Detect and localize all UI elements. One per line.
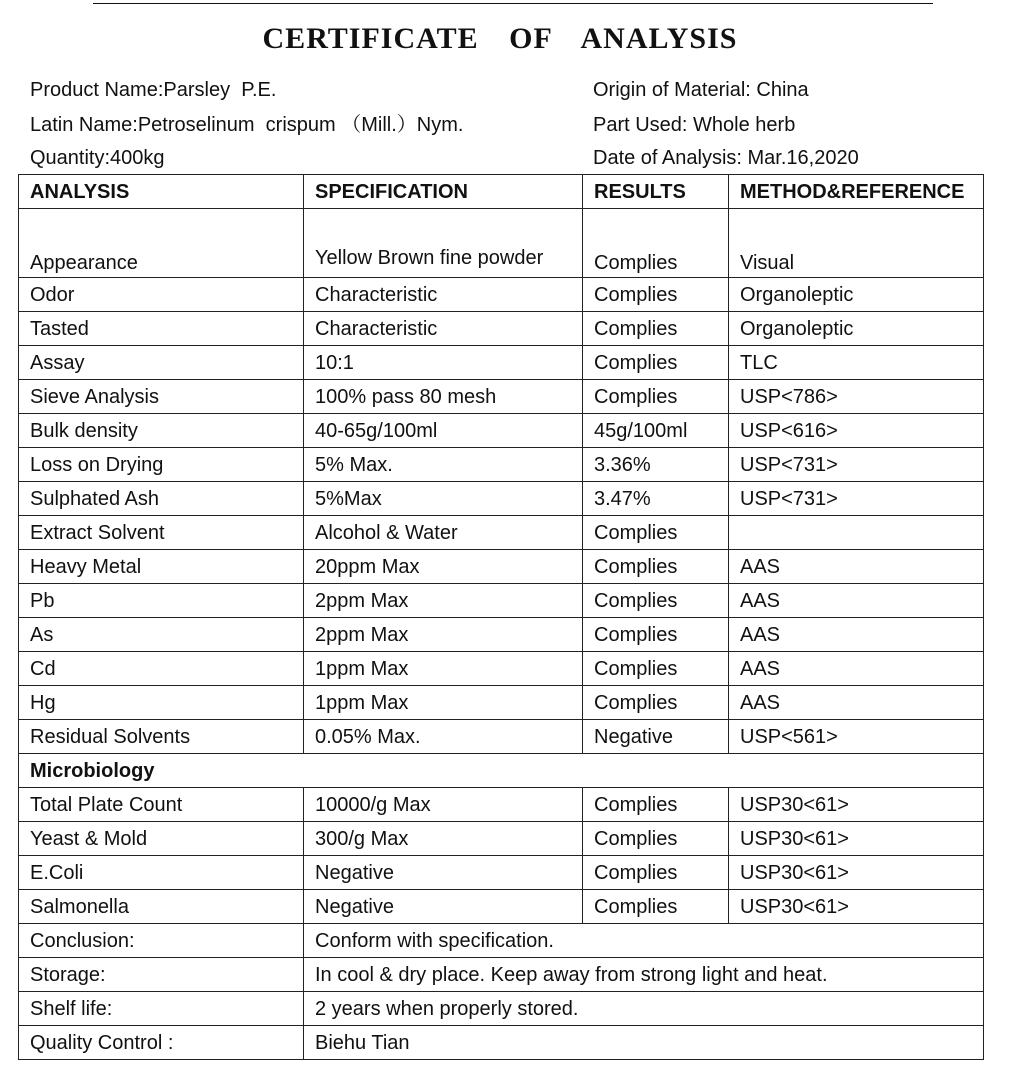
table-row [19,856,984,890]
analysis-cell: E.Coli [19,856,304,890]
analysis-cell: Appearance [19,209,304,278]
result-cell: Complies [583,890,729,924]
analysis-cell: Cd [19,652,304,686]
analysis-cell: Assay [19,346,304,380]
result-cell: Negative [583,720,729,754]
specification-cell: 2ppm Max [304,584,583,618]
table-header-row [19,175,984,209]
microbiology-heading-row [19,754,984,788]
table-row [19,652,984,686]
microbiology-heading: Microbiology [19,754,984,788]
method-cell: USP<731> [729,482,984,516]
footer-label: Storage: [19,958,304,992]
method-cell: AAS [729,686,984,720]
footer-label: Quality Control : [19,1026,304,1060]
specification-cell: 5% Max. [304,448,583,482]
latin-name: Latin Name:Petroselinum crispum （Mill.）Nym. [30,114,464,136]
table-row [19,482,984,516]
analysis-cell: Odor [19,278,304,312]
analysis-cell: Pb [19,584,304,618]
top-rule [93,3,933,4]
analysis-table [18,174,984,1060]
method-cell: USP<616> [729,414,984,448]
method-cell: TLC [729,346,984,380]
result-cell: Complies [583,822,729,856]
header-method: METHOD&REFERENCE [729,175,984,209]
table-row [19,414,984,448]
footer-value: 2 years when properly stored. [304,992,984,1026]
table-row [19,822,984,856]
analysis-cell: Tasted [19,312,304,346]
method-cell: Organoleptic [729,312,984,346]
footer-row [19,1026,984,1060]
result-cell: 3.36% [583,448,729,482]
footer-value: Conform with specification. [304,924,984,958]
method-cell: USP30<61> [729,822,984,856]
table-row [19,380,984,414]
product-name: Product Name:Parsley P.E. [30,79,277,101]
method-cell: Organoleptic [729,278,984,312]
result-cell: Complies [583,856,729,890]
table-row [19,686,984,720]
method-cell: USP30<61> [729,788,984,822]
page-title: CERTIFICATE OF ANALYSIS [262,22,738,55]
analysis-cell: Bulk density [19,414,304,448]
specification-cell: Yellow Brown fine powder [304,209,583,278]
header-analysis: ANALYSIS [19,175,304,209]
result-cell: Complies [583,686,729,720]
result-cell: Complies [583,550,729,584]
specification-cell: 10000/g Max [304,788,583,822]
table-row [19,346,984,380]
specification-cell: Characteristic [304,278,583,312]
result-cell: Complies [583,788,729,822]
table-row [19,720,984,754]
table-row [19,312,984,346]
analysis-cell: Yeast & Mold [19,822,304,856]
result-cell: Complies [583,652,729,686]
footer-value: In cool & dry place. Keep away from strong light and heat. [304,958,984,992]
analysis-cell: Hg [19,686,304,720]
method-cell [729,516,984,550]
result-cell: Complies [583,516,729,550]
method-cell: USP<786> [729,380,984,414]
specification-cell: 10:1 [304,346,583,380]
method-cell: USP30<61> [729,890,984,924]
table-row [19,209,984,278]
footer-label: Shelf life: [19,992,304,1026]
result-cell: Complies [583,209,729,278]
header-result: RESULTS [583,175,729,209]
origin-of-material: Origin of Material: China [593,79,809,101]
result-cell: 45g/100ml [583,414,729,448]
footer-value: Biehu Tian [304,1026,984,1060]
method-cell: AAS [729,584,984,618]
analysis-cell: Loss on Drying [19,448,304,482]
specification-cell: 20ppm Max [304,550,583,584]
specification-cell: 5%Max [304,482,583,516]
specification-cell: 100% pass 80 mesh [304,380,583,414]
analysis-cell: Extract Solvent [19,516,304,550]
result-cell: 3.47% [583,482,729,516]
method-cell: AAS [729,550,984,584]
table-row [19,448,984,482]
specification-cell: 300/g Max [304,822,583,856]
analysis-cell: Total Plate Count [19,788,304,822]
result-cell: Complies [583,346,729,380]
table-row [19,584,984,618]
result-cell: Complies [583,278,729,312]
analysis-cell: Salmonella [19,890,304,924]
specification-cell: Negative [304,890,583,924]
specification-cell: Characteristic [304,312,583,346]
analysis-cell: Sulphated Ash [19,482,304,516]
method-cell: AAS [729,618,984,652]
analysis-cell: Sieve Analysis [19,380,304,414]
result-cell: Complies [583,618,729,652]
table-row [19,516,984,550]
result-cell: Complies [583,380,729,414]
table-row [19,278,984,312]
table-row [19,550,984,584]
specification-cell: 0.05% Max. [304,720,583,754]
method-cell: USP<561> [729,720,984,754]
specification-cell: 1ppm Max [304,686,583,720]
analysis-cell: Heavy Metal [19,550,304,584]
specification-cell: 2ppm Max [304,618,583,652]
table-row [19,788,984,822]
specification-cell: 1ppm Max [304,652,583,686]
footer-row [19,924,984,958]
analysis-cell: As [19,618,304,652]
footer-label: Conclusion: [19,924,304,958]
footer-row [19,992,984,1026]
method-cell: AAS [729,652,984,686]
result-cell: Complies [583,312,729,346]
table-row [19,890,984,924]
date-of-analysis: Date of Analysis: Mar.16,2020 [593,147,859,169]
header-specification: SPECIFICATION [304,175,583,209]
table-row [19,618,984,652]
quantity: Quantity:400kg [30,147,165,169]
part-used: Part Used: Whole herb [593,114,796,136]
footer-row [19,958,984,992]
specification-cell: Alcohol & Water [304,516,583,550]
method-cell: Visual [729,209,984,278]
result-cell: Complies [583,584,729,618]
method-cell: USP<731> [729,448,984,482]
specification-cell: 40-65g/100ml [304,414,583,448]
analysis-cell: Residual Solvents [19,720,304,754]
specification-cell: Negative [304,856,583,890]
method-cell: USP30<61> [729,856,984,890]
